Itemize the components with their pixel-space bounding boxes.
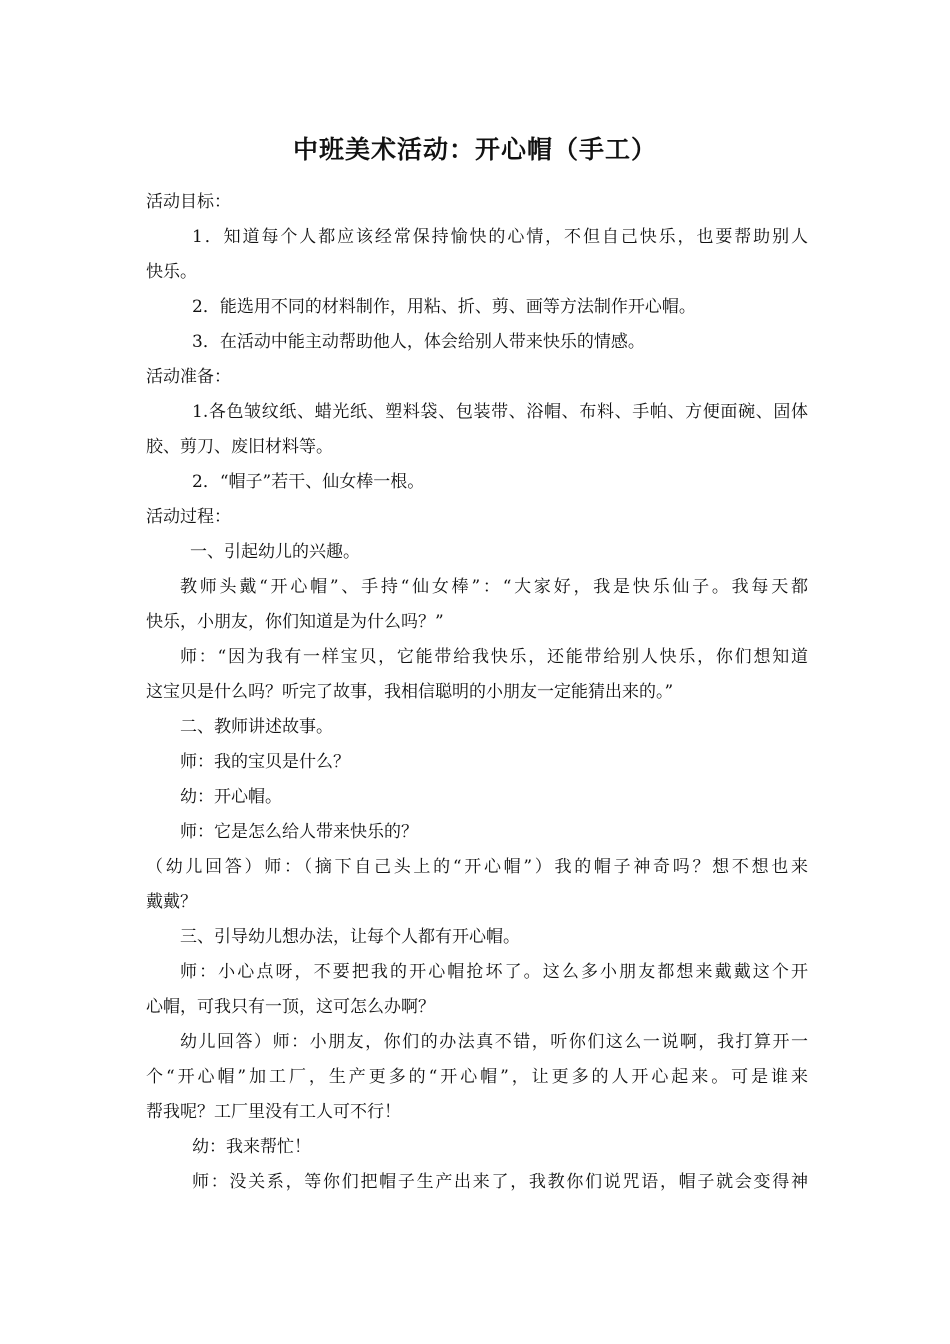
paragraph-line: 师：它是怎么给人带来快乐的？ xyxy=(180,822,418,842)
section-heading-goals: 活动目标： xyxy=(146,192,231,212)
paragraph-line: 二、教师讲述故事。 xyxy=(180,717,333,737)
paragraph-line: 个“开心帽”加工厂，生产更多的“开心帽”，让更多的人开心起来。可是谁来 xyxy=(146,1067,808,1087)
paragraph-line: 师：小心点呀，不要把我的开心帽抢坏了。这么多小朋友都想来戴戴这个开 xyxy=(180,962,808,982)
paragraph-line: 幼儿回答）师：小朋友，你们的办法真不错，听你们这么一说啊，我打算开一 xyxy=(180,1032,808,1052)
paragraph-line: 胶、剪刀、废旧材料等。 xyxy=(146,437,333,457)
paragraph-line: 2．“帽子”若干、仙女棒一根。 xyxy=(192,472,425,492)
paragraph-line: 快乐。 xyxy=(146,262,197,282)
paragraph-line: 快乐，小朋友，你们知道是为什么吗？” xyxy=(146,612,444,632)
paragraph-line: 三、引导幼儿想办法，让每个人都有开心帽。 xyxy=(180,927,520,947)
paragraph-line: 1．知道每个人都应该经常保持愉快的心情，不但自己快乐，也要帮助别人 xyxy=(192,227,808,247)
paragraph-line: 这宝贝是什么吗？听完了故事，我相信聪明的小朋友一定能猜出来的。” xyxy=(146,682,674,702)
paragraph-line: 心帽，可我只有一顶，这可怎么办啊？ xyxy=(146,997,435,1017)
paragraph-line: 一、引起幼儿的兴趣。 xyxy=(190,542,360,562)
section-heading-process: 活动过程： xyxy=(146,507,231,527)
paragraph-line: 2．能选用不同的材料制作，用粘、折、剪、画等方法制作开心帽。 xyxy=(192,297,696,317)
paragraph-line: 1.各色皱纹纸、蜡光纸、塑料袋、包装带、浴帽、布料、手帕、方便面碗、固体 xyxy=(192,402,808,422)
paragraph-line: 帮我呢？工厂里没有工人可不行！ xyxy=(146,1102,401,1122)
paragraph-line: （幼儿回答）师：（摘下自己头上的“开心帽”）我的帽子神奇吗？想不想也来 xyxy=(146,857,808,877)
paragraph-line: 幼：开心帽。 xyxy=(180,787,282,807)
paragraph-line: 教师头戴“开心帽”、手持“仙女棒”：“大家好，我是快乐仙子。我每天都 xyxy=(180,577,808,597)
section-heading-preparation: 活动准备： xyxy=(146,367,231,387)
paragraph-line: 3．在活动中能主动帮助他人，体会给别人带来快乐的情感。 xyxy=(192,332,645,352)
paragraph-line: 师：“因为我有一样宝贝，它能带给我快乐，还能带给别人快乐，你们想知道 xyxy=(180,647,808,667)
paragraph-line: 师：没关系，等你们把帽子生产出来了，我教你们说咒语，帽子就会变得神 xyxy=(192,1172,808,1192)
document-title: 中班美术活动：开心帽（手工） xyxy=(292,135,657,164)
paragraph-line: 幼：我来帮忙！ xyxy=(192,1137,311,1157)
paragraph-line: 师：我的宝贝是什么？ xyxy=(180,752,350,772)
paragraph-line: 戴戴？ xyxy=(146,892,197,912)
